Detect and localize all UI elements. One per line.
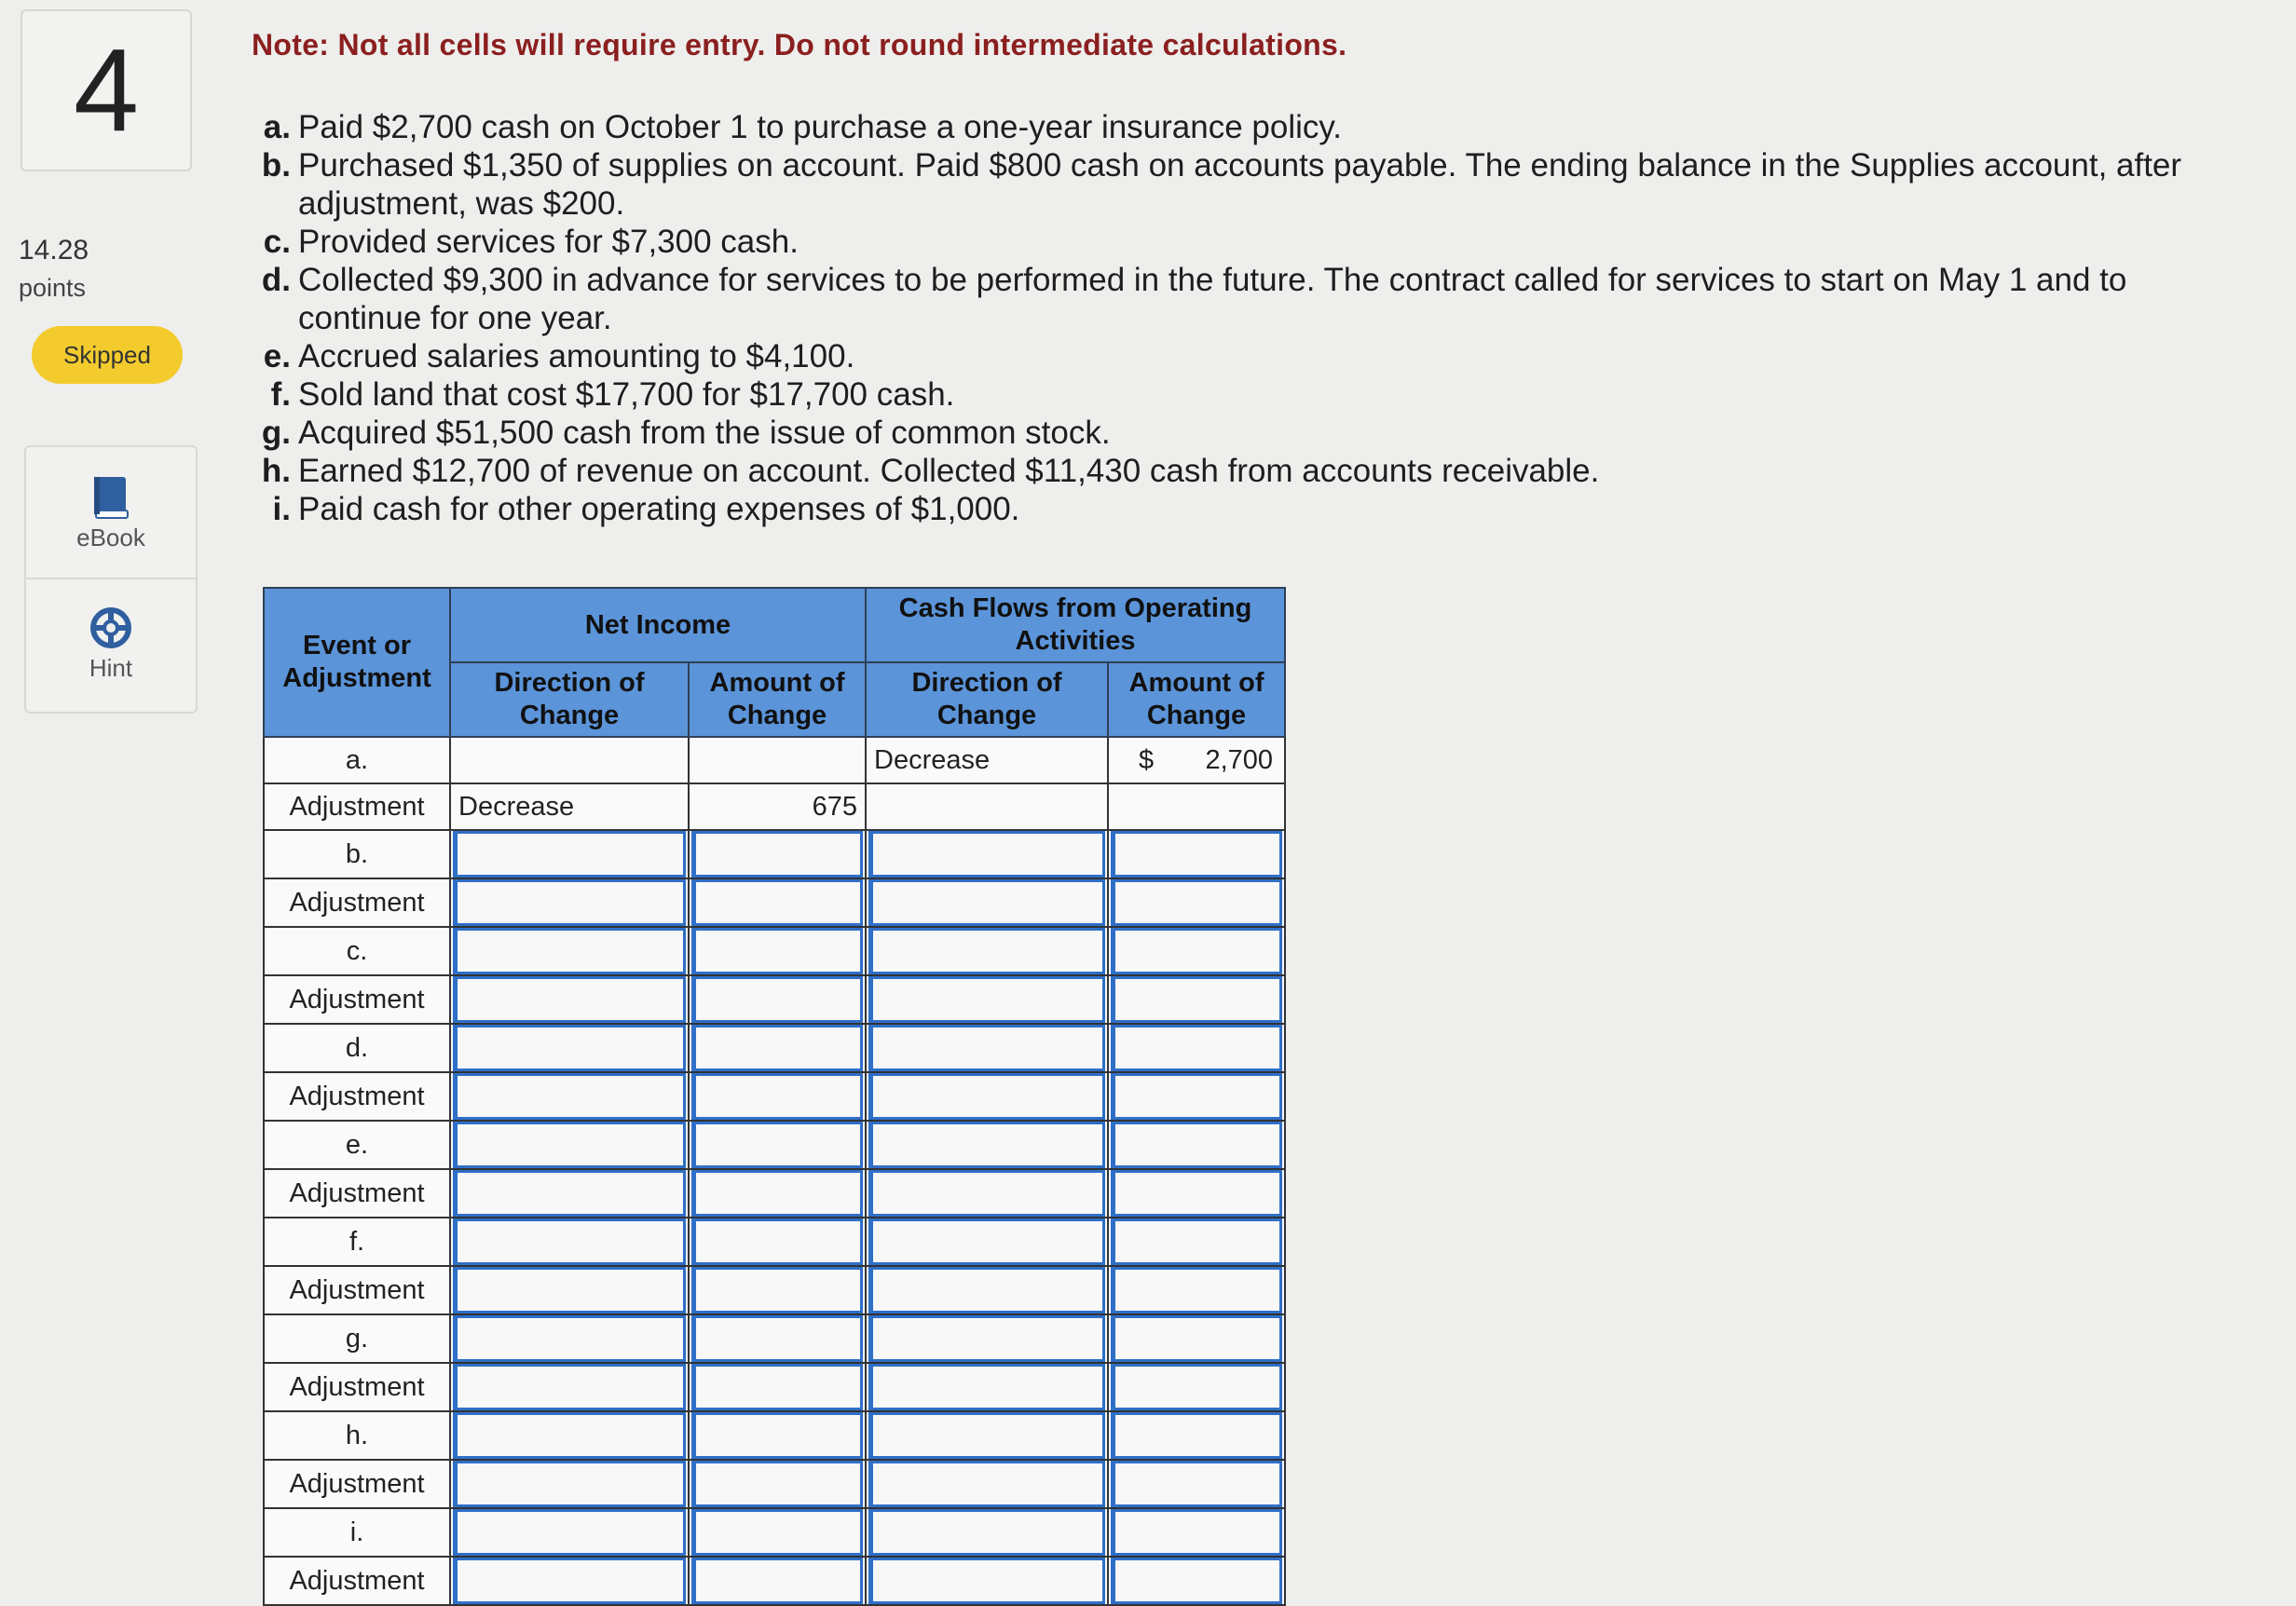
table-row: [264, 1169, 1285, 1218]
skipped-badge: Skipped: [32, 326, 183, 384]
ni-amount-cell: [689, 1557, 866, 1605]
question-number: 4: [73, 24, 140, 156]
ni-direction-cell: [450, 1314, 689, 1363]
cf-direction-cell: Decrease: [866, 737, 1108, 783]
list-item: c. Provided services for $7,300 cash.: [263, 224, 799, 260]
table-row: [264, 783, 1285, 830]
cf-amount-input[interactable]: [1111, 1509, 1282, 1556]
col-header-cf-direction: Direction of Change: [866, 662, 1108, 737]
ni-direction-input[interactable]: [453, 1218, 686, 1265]
cf-direction-cell: [866, 927, 1108, 975]
ni-amount-cell: 675: [689, 783, 866, 830]
list-item: b. Purchased $1,350 of supplies on account. Paid $800 cash on accounts payable. The ending balance in the Supplies account, after adjustment, was $200.: [261, 147, 2182, 222]
row-label: Adjustment: [264, 1266, 450, 1314]
row-label: e.: [264, 1121, 450, 1169]
ni-direction-cell: [450, 737, 689, 783]
ni-direction-input[interactable]: [453, 1122, 686, 1168]
row-label: Adjustment: [264, 975, 450, 1024]
ni-amount-input[interactable]: [691, 1509, 863, 1556]
table-row: [264, 737, 1285, 783]
instruction-note: Note: Not all cells will require entry. Do not round intermediate calculations.: [252, 28, 1347, 61]
cf-direction-input[interactable]: [868, 831, 1105, 878]
table-row: [264, 1508, 1285, 1557]
cf-amount-cell: [1108, 1121, 1285, 1169]
cf-amount-cell: [1108, 975, 1285, 1024]
list-item: f. Sold land that cost $17,700 for $17,700 cash.: [270, 376, 955, 413]
cf-direction-cell: [866, 1121, 1108, 1169]
row-label: f.: [264, 1218, 450, 1266]
cf-amount-cell: [1108, 1218, 1285, 1266]
col-header-ni-direction: Direction of Change: [450, 662, 689, 737]
ni-direction-cell: [450, 1460, 689, 1508]
ni-amount-input[interactable]: [691, 1170, 863, 1217]
cf-direction-input[interactable]: [868, 1218, 1105, 1265]
cf-direction-cell: [866, 1218, 1108, 1266]
ni-direction-cell: [450, 1363, 689, 1411]
list-item: e. Accrued salaries amounting to $4,100.: [263, 338, 855, 374]
cf-amount-input[interactable]: [1111, 976, 1282, 1023]
tools-panel: [24, 445, 198, 714]
list-item: h. Earned $12,700 of revenue on account. Collected $11,430 cash from accounts receivable.: [261, 453, 1600, 489]
cf-amount-cell: [1108, 737, 1285, 783]
ni-amount-cell: [689, 1363, 866, 1411]
ni-direction-cell: [450, 830, 689, 878]
ni-amount-input[interactable]: [691, 831, 863, 878]
row-label: i.: [264, 1508, 450, 1557]
answer-table: [263, 587, 1286, 1606]
ni-amount-cell: [689, 1411, 866, 1460]
cf-direction-input[interactable]: [868, 1267, 1105, 1313]
ni-amount-input[interactable]: [691, 1267, 863, 1313]
ni-amount-cell: [689, 1024, 866, 1072]
table-row: [264, 1557, 1285, 1605]
cf-amount-cell: [1108, 927, 1285, 975]
cf-amount-cell: [1108, 1314, 1285, 1363]
cf-amount-input[interactable]: [1111, 1461, 1282, 1507]
table-row: [264, 1121, 1285, 1169]
cf-amount-value: 2,700: [1205, 745, 1274, 775]
hint-label: Hint: [89, 654, 133, 682]
cf-direction-input[interactable]: [868, 1025, 1105, 1071]
cf-amount-input[interactable]: [1111, 1170, 1282, 1217]
ni-direction-input[interactable]: [453, 1170, 686, 1217]
col-header-ni-amount: Amount of Change: [689, 662, 866, 737]
cf-amount-input[interactable]: [1111, 1267, 1282, 1313]
ni-direction-input[interactable]: [453, 1364, 686, 1410]
row-label: d.: [264, 1024, 450, 1072]
cf-amount-input[interactable]: [1111, 1122, 1282, 1168]
row-label: Adjustment: [264, 783, 450, 830]
row-label: Adjustment: [264, 1557, 450, 1605]
cf-amount-cell: [1108, 1169, 1285, 1218]
list-item: d. Collected $9,300 in advance for services to be performed in the future. The contract called for services to start on May 1 and to continue for one year.: [261, 262, 2127, 336]
cf-direction-cell: [866, 1314, 1108, 1363]
ni-amount-input[interactable]: [691, 1122, 863, 1168]
ni-direction-input[interactable]: [453, 879, 686, 926]
cf-direction-cell: [866, 1266, 1108, 1314]
cf-direction-cell: [866, 1072, 1108, 1121]
ni-direction-cell: [450, 1121, 689, 1169]
ni-direction-cell: [450, 1169, 689, 1218]
ni-amount-input[interactable]: [691, 1218, 863, 1265]
cf-amount-input[interactable]: [1111, 928, 1282, 974]
ni-amount-cell: [689, 1121, 866, 1169]
cf-direction-input[interactable]: [868, 976, 1105, 1023]
cf-direction-cell: [866, 1169, 1108, 1218]
row-label: Adjustment: [264, 1460, 450, 1508]
ni-amount-cell: [689, 1508, 866, 1557]
cf-amount-input[interactable]: [1111, 831, 1282, 878]
transaction-list: [259, 108, 2244, 528]
cf-amount-cell: [1108, 1460, 1285, 1508]
table-row: [264, 1072, 1285, 1121]
ni-direction-input[interactable]: [453, 1509, 686, 1556]
cf-amount-input[interactable]: [1111, 1364, 1282, 1410]
ni-direction-cell: [450, 878, 689, 927]
hint-button[interactable]: [26, 579, 196, 710]
cf-direction-cell: [866, 830, 1108, 878]
col-header-cf-amount: Amount of Change: [1108, 662, 1285, 737]
cf-amount-cell: [1108, 1024, 1285, 1072]
cf-direction-input[interactable]: [868, 1315, 1105, 1362]
ni-amount-input[interactable]: [691, 1412, 863, 1459]
ni-amount-input[interactable]: [691, 1073, 863, 1120]
cf-direction-input[interactable]: [868, 879, 1105, 926]
cf-direction-input[interactable]: [868, 1122, 1105, 1168]
ni-direction-input[interactable]: [453, 1412, 686, 1459]
ni-amount-cell: [689, 1072, 866, 1121]
cf-direction-input[interactable]: [868, 1073, 1105, 1120]
currency-symbol: $: [1139, 745, 1155, 775]
table-row: [264, 927, 1285, 975]
ni-direction-cell: [450, 1508, 689, 1557]
cf-amount-cell: [1108, 1266, 1285, 1314]
points-value: 14.28: [19, 235, 89, 265]
ni-amount-cell: [689, 1218, 866, 1266]
row-label: c.: [264, 927, 450, 975]
ni-amount-cell: [689, 830, 866, 878]
cf-amount-cell: [1108, 830, 1285, 878]
ni-amount-input[interactable]: [691, 879, 863, 926]
ni-direction-input[interactable]: [453, 1025, 686, 1071]
cf-direction-cell: [866, 783, 1108, 830]
cf-direction-input[interactable]: [868, 1412, 1105, 1459]
ni-amount-input[interactable]: [691, 928, 863, 974]
cf-amount-input[interactable]: [1111, 879, 1282, 926]
cf-direction-cell: [866, 1024, 1108, 1072]
book-icon: [92, 475, 130, 524]
ni-direction-cell: [450, 1557, 689, 1605]
ni-direction-input[interactable]: [453, 1558, 686, 1604]
ni-direction-input[interactable]: [453, 928, 686, 974]
cf-amount-cell: [1108, 878, 1285, 927]
ni-direction-cell: [450, 927, 689, 975]
table-row: [264, 1460, 1285, 1508]
ni-direction-input[interactable]: [453, 976, 686, 1023]
table-row: [264, 1024, 1285, 1072]
list-item: g. Acquired $51,500 cash from the issue of common stock.: [261, 415, 1111, 451]
lifebuoy-icon: [90, 607, 131, 653]
ni-amount-input[interactable]: [691, 1025, 863, 1071]
group-header-cash-flows: Cash Flows from Operating Activities: [866, 588, 1285, 662]
cf-direction-input[interactable]: [868, 1509, 1105, 1556]
cf-direction-cell: [866, 975, 1108, 1024]
ni-amount-cell: [689, 1460, 866, 1508]
table-row: [264, 830, 1285, 878]
cf-direction-cell: [866, 1557, 1108, 1605]
row-label: Adjustment: [264, 878, 450, 927]
ni-direction-input[interactable]: [453, 1267, 686, 1313]
cf-amount-cell: [1108, 1363, 1285, 1411]
row-label: h.: [264, 1411, 450, 1460]
cf-amount-cell: [1108, 1508, 1285, 1557]
group-header-net-income: Net Income: [450, 588, 866, 662]
ni-amount-cell: [689, 737, 866, 783]
cf-direction-input[interactable]: [868, 1364, 1105, 1410]
ni-amount-cell: [689, 878, 866, 927]
ni-amount-cell: [689, 1314, 866, 1363]
table-row: [264, 878, 1285, 927]
cf-direction-cell: [866, 1508, 1108, 1557]
ni-amount-cell: [689, 1169, 866, 1218]
row-label: Adjustment: [264, 1072, 450, 1121]
cf-direction-cell: [866, 1363, 1108, 1411]
ni-amount-cell: [689, 975, 866, 1024]
cf-direction-cell: [866, 1460, 1108, 1508]
row-label: a.: [264, 737, 450, 783]
table-row: [264, 1266, 1285, 1314]
cf-amount-input[interactable]: [1111, 1218, 1282, 1265]
cf-direction-input[interactable]: [868, 1170, 1105, 1217]
cf-amount-cell: [1108, 783, 1285, 830]
ni-direction-cell: [450, 1024, 689, 1072]
cf-direction-cell: [866, 1411, 1108, 1460]
row-label: Adjustment: [264, 1169, 450, 1218]
question-number-box: [20, 9, 192, 171]
cf-amount-input[interactable]: [1111, 1315, 1282, 1362]
cf-direction-input[interactable]: [868, 1558, 1105, 1604]
ni-direction-cell: [450, 1218, 689, 1266]
ebook-label: eBook: [76, 524, 145, 551]
table-row: [264, 1218, 1285, 1266]
ni-direction-input[interactable]: [453, 1073, 686, 1120]
ni-direction-cell: Decrease: [450, 783, 689, 830]
ni-amount-input[interactable]: [691, 1315, 863, 1362]
cf-amount-input[interactable]: [1111, 1558, 1282, 1604]
ni-direction-cell: [450, 1266, 689, 1314]
ebook-button[interactable]: [26, 447, 196, 579]
ni-amount-input[interactable]: [691, 976, 863, 1023]
points-label: points: [19, 274, 87, 302]
ni-direction-cell: [450, 975, 689, 1024]
ni-direction-input[interactable]: [453, 1461, 686, 1507]
table-row: [264, 1363, 1285, 1411]
row-label: b.: [264, 830, 450, 878]
ni-direction-input[interactable]: [453, 1315, 686, 1362]
row-label: g.: [264, 1314, 450, 1363]
cf-direction-cell: [866, 878, 1108, 927]
cf-amount-input[interactable]: [1111, 1025, 1282, 1071]
ni-amount-cell: [689, 927, 866, 975]
cf-amount-cell: [1108, 1557, 1285, 1605]
cf-direction-input[interactable]: [868, 928, 1105, 974]
ni-direction-cell: [450, 1411, 689, 1460]
col-header-event: Event or Adjustment: [264, 588, 450, 737]
list-item: a. Paid $2,700 cash on October 1 to purchase a one-year insurance policy.: [263, 109, 1343, 145]
cf-direction-input[interactable]: [868, 1461, 1105, 1507]
ni-amount-input[interactable]: [691, 1558, 863, 1604]
cf-amount-input[interactable]: [1111, 1073, 1282, 1120]
list-item: i. Paid cash for other operating expenses of $1,000.: [272, 491, 1020, 527]
table-row: [264, 1411, 1285, 1460]
table-row: [264, 975, 1285, 1024]
ni-amount-cell: [689, 1266, 866, 1314]
table-row: [264, 1314, 1285, 1363]
row-label: Adjustment: [264, 1363, 450, 1411]
ni-direction-input[interactable]: [453, 831, 686, 878]
ni-amount-input[interactable]: [691, 1364, 863, 1410]
ni-direction-cell: [450, 1072, 689, 1121]
cf-amount-input[interactable]: [1111, 1412, 1282, 1459]
cf-amount-cell: [1108, 1411, 1285, 1460]
cf-amount-cell: [1108, 1072, 1285, 1121]
ni-amount-input[interactable]: [691, 1461, 863, 1507]
